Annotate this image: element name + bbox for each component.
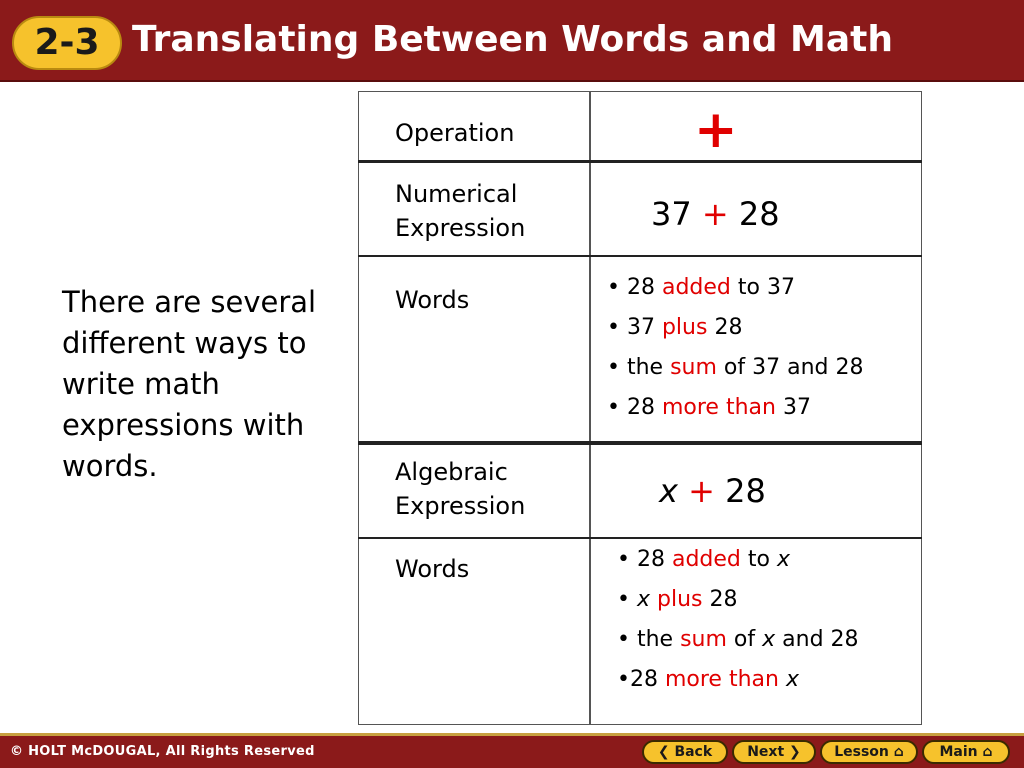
expr-right: 28 xyxy=(725,472,766,510)
words-list-algebraic xyxy=(617,540,859,700)
words-label: Words xyxy=(395,555,470,583)
list-item: • 28 more than 37 xyxy=(607,395,811,420)
label-line: Numerical xyxy=(395,180,518,208)
chevron-right-icon: ❯ xyxy=(789,744,801,760)
table-row-divider xyxy=(358,441,922,445)
table-row-divider xyxy=(358,160,922,163)
copyright-text: © HOLT McDOUGAL, All Rights Reserved xyxy=(10,744,315,759)
numerical-expression xyxy=(651,194,780,234)
numerical-expression-label xyxy=(395,177,525,245)
operation-label: Operation xyxy=(395,119,515,147)
words-label: Words xyxy=(395,286,470,314)
table-row-divider xyxy=(358,255,922,257)
expr-operator: + xyxy=(701,195,729,233)
lesson-badge xyxy=(12,16,122,70)
lesson-badge-label: 2-3 xyxy=(34,22,100,63)
expr-variable: x xyxy=(659,472,678,510)
home-icon: ⌂ xyxy=(893,744,904,760)
expr-right: 28 xyxy=(738,195,780,233)
next-button-label: Next xyxy=(747,744,785,760)
words-list-numeric xyxy=(607,268,863,428)
main-button[interactable] xyxy=(922,740,1010,764)
lesson-button-label: Lesson xyxy=(834,744,889,760)
list-item: • 28 added to 37 xyxy=(607,275,795,300)
intro-text: There are several different ways to write math expressions with words. xyxy=(62,285,317,483)
back-button[interactable] xyxy=(642,740,728,764)
header-divider xyxy=(0,80,1024,82)
label-line: Expression xyxy=(395,214,526,242)
main-button-label: Main xyxy=(939,744,978,760)
list-item: • the sum of 37 and 28 xyxy=(607,355,864,380)
label-line: Algebraic xyxy=(395,458,508,486)
list-item: •28 more than x xyxy=(617,667,799,692)
home-icon: ⌂ xyxy=(982,744,993,760)
list-item: • 37 plus 28 xyxy=(607,315,743,340)
operation-symbol: + xyxy=(694,100,738,160)
table-column-divider xyxy=(589,91,591,725)
back-button-label: Back xyxy=(674,744,713,760)
label-line: Expression xyxy=(395,492,526,520)
algebraic-expression xyxy=(659,471,766,511)
expr-left: 37 xyxy=(651,195,692,233)
chevron-left-icon: ❮ xyxy=(657,744,670,760)
algebraic-expression-label xyxy=(395,455,525,523)
expr-operator: + xyxy=(688,472,715,510)
list-item: • x plus 28 xyxy=(617,587,738,612)
list-item: • 28 added to x xyxy=(617,547,790,572)
page-title: Translating Between Words and Math xyxy=(132,19,893,60)
lesson-button[interactable] xyxy=(820,740,918,764)
next-button[interactable] xyxy=(732,740,816,764)
list-item: • the sum of x and 28 xyxy=(617,627,859,652)
table-row-divider xyxy=(358,537,922,539)
